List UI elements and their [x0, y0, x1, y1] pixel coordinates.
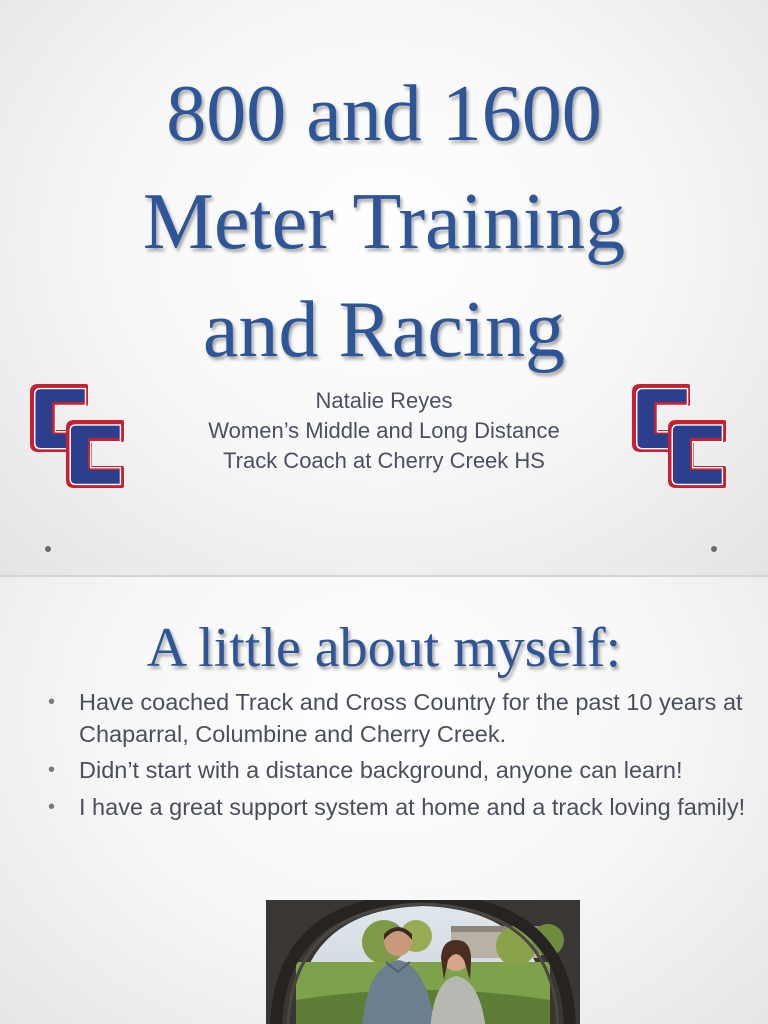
list-item: [48, 792, 748, 824]
family-photo-icon: [266, 900, 580, 1024]
bullet-text: Didn’t start with a distance background, anyone can learn!: [79, 757, 683, 783]
presenter-role-line: Track Coach at Cherry Creek HS: [223, 448, 545, 473]
list-item: [48, 755, 748, 787]
title-line: and Racing: [202, 286, 566, 374]
cc-logo-icon: [28, 378, 128, 498]
cc-logo-icon: [630, 378, 730, 498]
bullet-marker: •: [48, 759, 56, 781]
slide-title: A little about myself:: [146, 617, 622, 679]
presenter-info: [144, 386, 624, 476]
slide-title: [0, 60, 768, 384]
presenter-name: Natalie Reyes: [315, 388, 453, 413]
dot-icon: [45, 546, 51, 552]
bullet-text: Have coached Track and Cross Country for the past 10 years at Chaparral, Columbine and Cherry Creek.: [79, 689, 743, 747]
presenter-role-line: Women’s Middle and Long Distance: [208, 418, 560, 443]
dot-icon: [711, 546, 717, 552]
bullet-marker: •: [48, 795, 56, 818]
title-line: Meter Training: [142, 178, 626, 266]
about-slide: [0, 577, 768, 1024]
bullet-list: [48, 687, 748, 828]
title-line: 800 and 1600: [166, 70, 602, 158]
bullet-text: I have a great support system at home and a track loving family!: [79, 793, 746, 820]
list-item: [48, 687, 748, 750]
bullet-marker: •: [48, 691, 56, 713]
